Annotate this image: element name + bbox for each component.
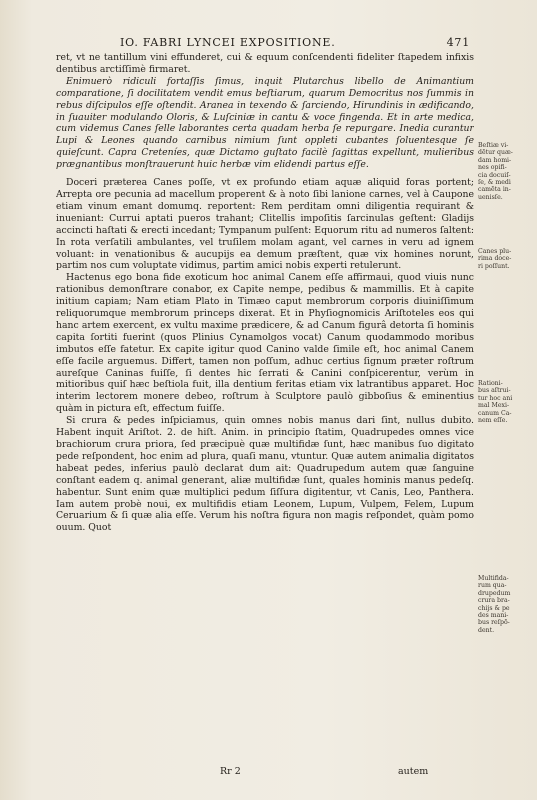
marginal-note-4: Multifida- rum qua- drupedum crura bra- chijs & pe des mani- bus reſpõ- dent.: [478, 575, 511, 634]
running-header: [70, 36, 470, 50]
catchword: autem: [398, 766, 429, 777]
paragraph-3: Doceri præterea Canes poſſe, vt ex profundo etiam aquæ aliquid foras portent; Arrepta ore pecunia ad macellum properent & à noto ſibi lanione carnes, vel à Caupone etiam vinum emant domumq. reportent: Rem perditam omni diligentia requirant & inueniant: Currui aptati pueros trahant; Clitellis impoſitis ſarcinulas geſtent: Gladijs accincti haſtati & erecti incedant; Tympanum pulſent: Equorum ritu ad numeros ſaltent: In rota verſatili ambulantes, vel truſilem molam agant, vel carnes in veru ad ignem voluant: in venationibus & aucupijs ea demum præſtent, quæ vix homines norunt, partim nos cum voluptate vidimus, partim amici nobis experti retulerunt.: [56, 177, 474, 272]
marginal-note-1: Beſtiæ vi- dẽtur quæ- dam homi- nes opifi- cia docuiſ- ſe, & medi camẽta in- uenisſe.: [478, 142, 513, 201]
signature-mark: Rr 2: [220, 766, 241, 777]
marginal-note-2: Canes plu- rima doce- ri poſſunt.: [478, 248, 512, 270]
running-title: IO. FABRI LYNCEI EXPOSITIONE.: [120, 36, 336, 49]
paragraph-4: Hactenus ego bona fide exoticum hoc animal Canem eſſe affirmaui, quod viuis nunc rationibus demonſtrare conabor, ex Capite nempe, pedibus & mammillis. Et à capite initium capiam; Nam etiam Plato in Timæo caput membrorum corporis diuiniſſimum reliquorumque membrorum princeps dixerat. Et in Phyſiognomicis Ariſtoteles eos qui hanc artem exercent, ex vultu maxime prædicere, & ad Canum figurâ detorta ſi hominis capita ſortiti fuerint (quos Plinius Cynamolgos vocat) Canum quodammodo moribus imbutos eſſe fatetur. Ex capite igitur quod Canino valde ſimile eſt, hoc animal Canem eſſe facile arguemus. Differt, tamen non poſſum, adhuc certius ſignum præter roſtrum aureſque Caninas fuiſſe, ſi dentes hic ſerrati & Canini conſpicerentur, verùm in mitioribus quiſ hæc beſtiola fuit, illa dentium feritas etiam vix latrantibus apparet. Hoc interim lectorem monere debeo, roſtrum à Sculptore paulò gibboſius & eminentius quàm in pictura eſt, effectum fuiſſe.: [56, 272, 474, 415]
page-number: 471: [446, 36, 470, 49]
paragraph-1: ret, vt ne tantillum vini effunderet, cui & equum conſcendenti fideliter ſtapedem infixis dentibus arctiſſimè firmaret.: [56, 52, 474, 75]
paragraph-2: Enimuerò ridiculi fortaſſis ſimus, inquit Plutarchus libello de Animantium comparatione, ſi docilitatem vendit emus beſtiarum, quarum Democritus nos ſummis in rebus diſcipulos eſſe oſtendit. Aranea in texendo & ſarciendo, Hirundinis in ædificando, in ſuauiter modulando Oloris, & Luſciniæ in cantu & voce fingenda. Et in arte medica, cum videmus Canes ſelle laborantes certa quadam herba ſe repurgare. Inedia curantur Lupi & Leones quando carnibus nimium ſunt oppleti cubantes ſoluentesque ſe quieſcunt. Capra Creteníes, quæ Dictamo guſtato facilè ſagittas expellunt, mulieribus prægnantibus monſtrauerunt huic herbæ vim elidendi partus eſſe.: [56, 75, 474, 171]
main-text: [56, 52, 474, 766]
page-footer: [0, 766, 537, 779]
paragraph-5: Si crura & pedes inſpiciamus, quin omnes nobis manus dari ſint, nullus dubito. Habent inquit Ariſtot. 2. de hiſt. Anim. in principio ſtatim, Quadrupedes omnes vice brachiorum crura priora, ſed præcipuè quæ multifidæ ſunt, hæc manibus ſuo digitato pede reſpondent, hoc enim ad plura, quaſi manu, vtuntur. Quæ autem animalia digitatos habeat pedes, inferius paulò declarat dum ait: Quadrupedum autem quæ ſanguine conſtant eadem q. animal generant, aliæ multifidæ ſunt, quales hominis manus pedeſq. habentur. Sunt enim quæ multiplici pedum ſiſſura digitentur, vt Canis, Leo, Panthera. Iam autem probè noui, ex multifidis etiam Leonem, Lupum, Vulpem, Felem, Lupum Ceruarium & ſi quæ alia eſſe. Verum his noſtra figura non magis reſpondet, quàm pomo ouum. Quot: [56, 415, 474, 534]
marginal-note-3: Rationi- bus aſtrui- tur hoc ani mal Mexi- canum Ca- nem eſſe.: [478, 380, 513, 425]
